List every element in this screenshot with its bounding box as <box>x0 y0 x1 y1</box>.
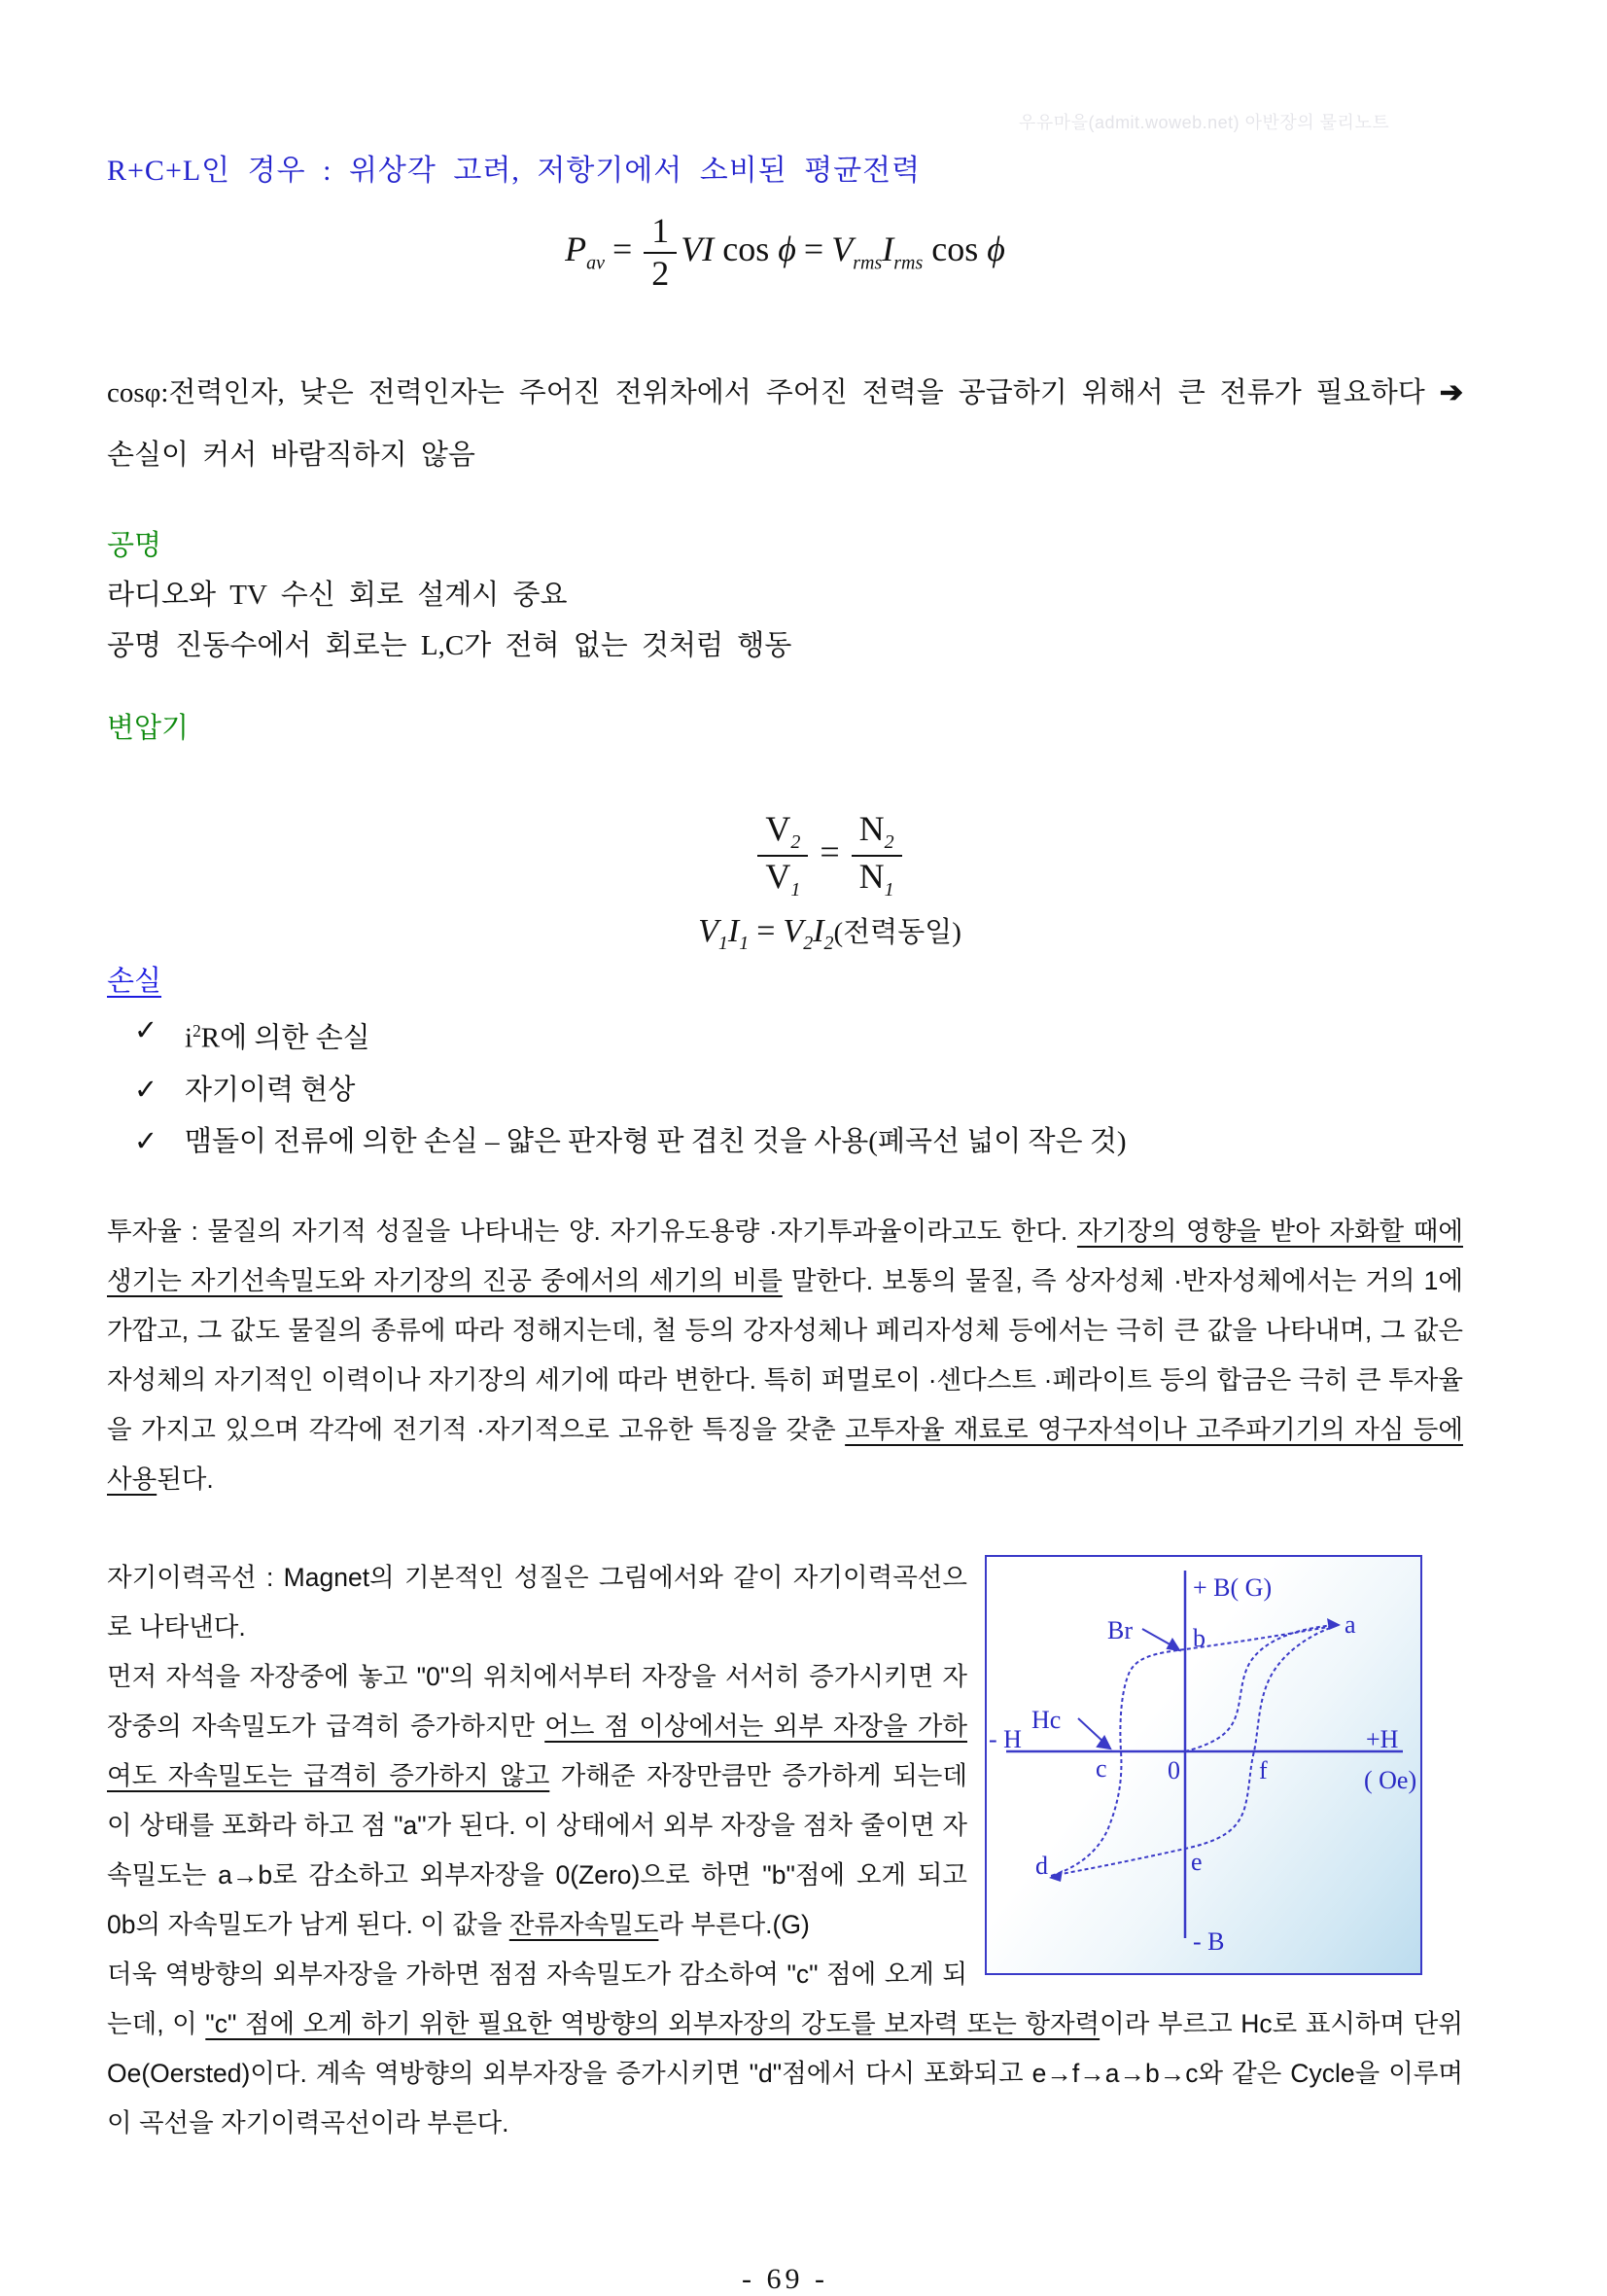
text-segment: i <box>185 1022 193 1054</box>
text-segment: 가해준 자장만큼만 증가하게 되는데 이 상태를 포화라 하고 점 "a"가 된다. 이 상태에서 외부 자장을 점차 줄이면 자속밀도는 a→b로 감소하고 외부자장을 0(Zero)으로 하면 "b"점에 오게 되고 0b의 자속밀도가 남게 된다. 이 값을 <box>107 1760 967 1939</box>
hysteresis-paragraph-3 <box>107 1950 1463 2148</box>
label-point-e: e <box>1191 1847 1203 1876</box>
label-point-c: c <box>1096 1753 1107 1783</box>
text-segment: ➔ <box>1439 377 1463 408</box>
text-segment: 맴돌이 전류에 의한 손실 – 얇은 판자형 판 겹친 것을 사용(폐곡선 넓이 작은 것) <box>185 1125 1127 1157</box>
arrowhead-at-a <box>1327 1618 1341 1630</box>
text-segment: 자기이력곡선 : Magnet의 기본적인 성질은 그림에서와 같이 자기이력곡선으로 나타낸다. <box>107 1562 967 1642</box>
check-icon: ✓ <box>133 1015 158 1047</box>
text-segment: 2 <box>192 1021 201 1042</box>
fraction-n2-n1: $\frac{N_2}{N_1}$ <box>852 811 902 901</box>
loss-bullet-3-text <box>185 1116 1127 1168</box>
fraction-one-half: $\frac{1}{2}$ <box>644 213 677 293</box>
text-segment: 된다. <box>157 1464 214 1494</box>
initial-magnetization-curve <box>1185 1625 1335 1751</box>
text-segment: cosφ:전력인자, 낮은 전력인자는 주어진 전위차에서 주어진 전력을 공급하기 위해서 큰 전류가 필요하다 <box>107 377 1440 408</box>
label-point-a: a <box>1345 1609 1356 1639</box>
label-origin: 0 <box>1168 1755 1180 1784</box>
transformer-heading: 변압기 <box>107 713 190 744</box>
label-oe-unit: ( Oe) <box>1364 1765 1417 1794</box>
hysteresis-figure <box>985 1555 1422 1975</box>
label-point-d: d <box>1035 1851 1048 1880</box>
text-segment: 자기이력 현상 <box>185 1074 356 1106</box>
label-plus-h: +H <box>1366 1724 1399 1753</box>
loss-bullet-3 <box>107 1116 1463 1168</box>
formula-average-power: $P_{av}$ = $\frac{1}{2}$ VI $\cos \phi = V_{rms}I_{rms}$ cos ϕ <box>565 211 1005 293</box>
rcl-heading: R+C+L인 경우 : 위상각 고려, 저항기에서 소비된 평균전력 <box>107 155 922 187</box>
label-plus-b: + B( G) <box>1193 1572 1273 1602</box>
hysteresis-section <box>107 1553 1463 2148</box>
watermark: 우유마을(admit.woweb.net) 아반장의 물리노트 <box>1019 113 1390 132</box>
label-minus-h: - H <box>989 1724 1022 1753</box>
resonance-heading: 공명 <box>107 530 162 561</box>
resonance-line-2: 공명 진동수에서 회로는 L,C가 전혀 없는 것처럼 행동 <box>107 630 792 661</box>
page-number: - 69 - <box>742 2262 828 2295</box>
label-br: Br <box>1107 1615 1133 1644</box>
figure-labels <box>989 1573 1416 1956</box>
label-hc: Hc <box>1031 1705 1062 1734</box>
label-point-b: b <box>1193 1623 1205 1652</box>
loss-bullet-1-text <box>185 1006 370 1065</box>
br-arrow <box>1142 1629 1179 1650</box>
check-icon: ✓ <box>133 1125 158 1157</box>
formula-transformer-ratio: $\frac{V_2}{V_1}$ = $\frac{N_2}{N_1}$ <box>152 811 1508 901</box>
text-segment: 말한다. 보통의 물질, 즉 상자성체 ·반자성체에서는 거의 1에 가깝고, 그 값도 물질의 종류에 따라 정해지는데, 철 등의 강자성체나 페리자성체 등에서는 극히 큰 값을 나타내며, 그 값은 자성체의 자기적인 이력이나 자기장의 세기에 따라 변한다. 특히 퍼멀로이 ·센다스트 ·페라이트 등의 합금은 극히 큰 투자율을 가지고 있으며 각각에 전기적 ·자기적으로 고유한 특징을 갖춘 <box>107 1265 1463 1444</box>
curve-arrowheads <box>1049 1615 1341 1882</box>
loss-bullet-2 <box>107 1065 1463 1116</box>
loss-bullet-1 <box>107 1006 1463 1065</box>
text-segment: 손실이 커서 바람직하지 않음 <box>107 440 475 471</box>
text-segment: 라 부른다.(G) <box>658 1909 810 1939</box>
text-segment: R에 의한 손실 <box>200 1022 370 1054</box>
text-segment: 투자율 : 물질의 자기적 성질을 나타내는 양. 자기유도용량 ·자기투과율이라고도 한다. <box>107 1216 1077 1246</box>
formula-transformer-power: $V_1I_1 = V_2I_2$(전력동일) <box>698 913 961 955</box>
hc-arrow <box>1078 1718 1110 1748</box>
label-minus-b: - B <box>1193 1926 1225 1956</box>
check-icon: ✓ <box>133 1074 158 1106</box>
loss-bullet-2-text <box>185 1065 355 1116</box>
text-segment: 더욱 역방향의 외부자장을 가하면 점점 자속밀도가 감소하여 "c" 점에 오게 되는데, 이 <box>107 1959 967 2038</box>
hysteresis-svg <box>987 1557 1420 1973</box>
power-factor-paragraph <box>107 362 1463 486</box>
text-segment: 먼저 자석을 자장중에 놓고 "0"의 위치에서부터 자장을 서서히 증가시키면 자장중의 자속밀도가 급격히 증가하지만 <box>107 1661 967 1741</box>
resonance-line-1: 라디오와 TV 수신 회로 설계시 중요 <box>107 580 568 611</box>
label-point-f: f <box>1259 1755 1268 1784</box>
text-segment: "c" 점에 오게 하기 위한 필요한 역방향의 외부자장의 강도를 보자력 또는 항자력 <box>205 2008 1100 2038</box>
text-segment: 잔류자속밀도 <box>508 1909 659 1939</box>
loss-heading: 손실 <box>107 966 162 998</box>
text-segment: 자기장의 영향을 받아 자화할 때에 생기는 자기선속밀도와 자기장의 진공 중에서의 세기의 비를 <box>107 1216 1464 1295</box>
fraction-v2-v1: $\frac{V_2}{V_1}$ <box>757 811 808 901</box>
text-segment: 이라 부르고 Hc로 표시하며 단위 Oe(Oersted)이다. 계속 역방향의 외부자장을 증가시키면 "d"점에서 다시 포화되고 e→f→a→b→c와 같은 Cycle을 이루며 이 곡선을 자기이력곡선이라 부른다. <box>107 2008 1463 2137</box>
permeability-paragraph <box>107 1207 1463 1504</box>
loss-bullet-list <box>107 1006 1463 1168</box>
text-segment: 고투자율 재료로 영구자석이나 고주파기기의 자심 등에 사용 <box>107 1414 1463 1494</box>
text-segment: 어느 점 이상에서는 외부 자장을 가하여도 자속밀도는 급격히 증가하지 않고 <box>107 1711 967 1790</box>
